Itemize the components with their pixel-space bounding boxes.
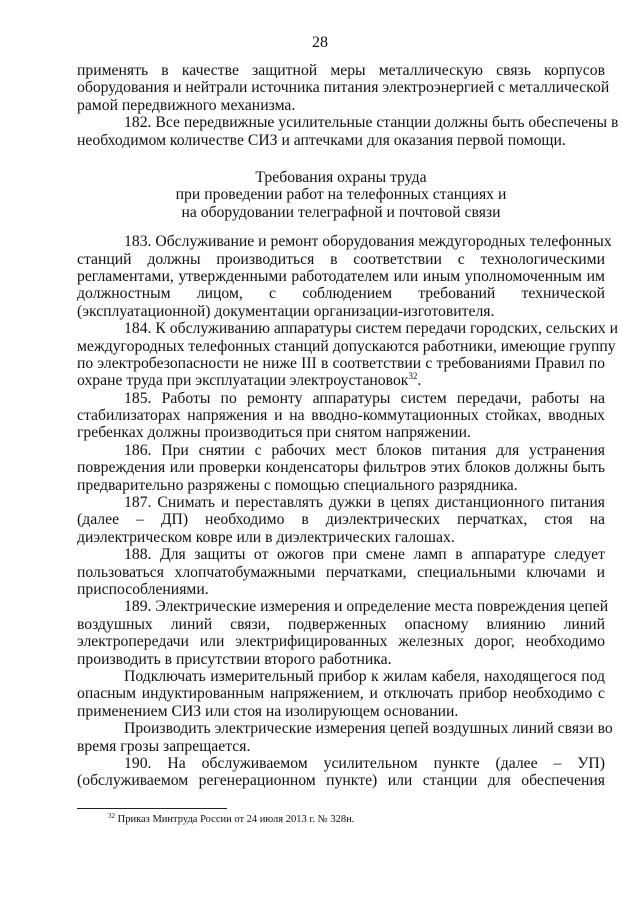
footnote-separator	[77, 808, 227, 809]
text-line: необходимом количестве СИЗ и аптечками для оказания первой помощи.	[77, 131, 566, 149]
line-text-end: .	[417, 372, 422, 390]
text-line: приспособлениями.	[77, 580, 209, 598]
text-line: время грозы запрещается.	[77, 737, 251, 755]
paragraph	[77, 668, 605, 720]
line-text: охране труда при эксплуатации электроустановок	[77, 372, 409, 390]
text-line: (эксплуатационной) документации организации-изготовителя.	[77, 302, 495, 320]
paragraph	[77, 390, 605, 442]
text-line	[77, 372, 605, 389]
footnote-reference[interactable]: 32	[408, 371, 418, 382]
text-line: 187. Снимать и переставлять дужки в цепях дистанционного питания	[124, 494, 605, 512]
text-line: 184. К обслуживанию аппаратуры систем передачи городских, сельских и	[124, 320, 619, 338]
text-line: предварительно разряжены с помощью специального разрядника.	[77, 476, 518, 494]
text-line: опасным индуктированным напряжением, и отключать прибор необходимо с	[77, 685, 605, 703]
text-line: повреждения или проверки конденсаторы фильтров этих блоков должны быть	[77, 459, 605, 477]
paragraph	[77, 320, 619, 390]
text-line: 186. При снятии с рабочих мест блоков питания для устранения	[124, 441, 605, 459]
text-line: электропередачи или электрифицированных железных дорог, необходимо	[77, 633, 605, 651]
text-line: 183. Обслуживание и ремонт оборудования междугородных телефонных	[124, 233, 612, 251]
text-line: 190. На обслуживаемом усилительном пункте (далее – УП)	[124, 754, 605, 772]
heading-line: Требования охраны труда	[255, 168, 427, 186]
paragraph	[77, 114, 619, 149]
paragraph	[77, 62, 610, 114]
text-line: оборудования и нейтрали источника питания электроэнергией с металлической	[77, 79, 610, 97]
document-body	[77, 62, 619, 790]
text-line: рамой передвижного механизма.	[77, 96, 296, 114]
page-number: 28	[312, 34, 328, 51]
text-line: 189. Электрические измерения и определение места повреждения цепей	[124, 598, 609, 616]
paragraph	[77, 546, 605, 598]
text-line: 185. Работы по ремонту аппаратуры систем передачи, работы на	[124, 389, 605, 407]
footnote-mark: 32	[108, 812, 115, 820]
paragraph	[77, 598, 609, 668]
footnote-text: Приказ Минтруда России от 24 июля 2013 г. № 328н.	[117, 814, 355, 825]
text-line: станций должны производиться в соответствии с технологическими	[77, 250, 605, 268]
text-line: пользоваться хлопчатобумажными перчатками, специальными ключами и	[77, 563, 605, 581]
text-line: (далее – ДП) необходимо в диэлектрических перчатках, стоя на	[77, 511, 605, 529]
text-line: 188. Для защиты от ожогов при смене ламп в аппаратуре следует	[124, 546, 605, 564]
text-line: применением СИЗ или стоя на изолирующем основании.	[77, 702, 459, 720]
text-line: применять в качестве защитной меры металлическую связь корпусов	[77, 62, 605, 79]
text-line: 182. Все передвижные усилительные станции должны быть обеспечены в	[124, 114, 619, 132]
paragraph	[77, 494, 605, 546]
paragraph	[77, 233, 612, 320]
text-line: гребенках должны производиться при снятом напряжении.	[77, 424, 471, 442]
heading-line: на оборудовании телеграфной и почтовой связи	[181, 203, 501, 221]
section-before-heading	[77, 62, 619, 149]
footnote	[108, 814, 354, 825]
text-line: (обслуживаемом регенерационном пункте) или станции для обеспечения	[77, 772, 605, 790]
text-line: производить в присутствии второго работника.	[77, 650, 392, 668]
paragraph	[77, 442, 605, 494]
text-line: воздушных линий связи, подверженных опасному влиянию линий	[77, 615, 605, 633]
text-line: по электробезопасности не ниже III в соответствии с требованиями Правил по	[77, 354, 605, 372]
paragraph	[77, 720, 613, 755]
text-line: диэлектрическом ковре или в диэлектрических галошах.	[77, 528, 455, 546]
text-line: Подключать измерительный прибор к жилам кабеля, находящегося под	[124, 667, 605, 685]
text-line: стабилизаторах напряжения и на вводно-коммутационных стойках, вводных	[77, 407, 605, 425]
section-heading	[77, 169, 605, 221]
text-line: должностным лицом, с соблюдением требований технической	[77, 285, 605, 303]
text-line: Производить электрические измерения цепей воздушных линий связи во	[124, 720, 613, 738]
text-line: междугородных телефонных станций допускаются работники, имеющие группу	[77, 337, 616, 355]
heading-line: при проведении работ на телефонных станциях и	[175, 186, 507, 204]
text-line: регламентами, утвержденными работодателем или иным уполномоченным им	[77, 267, 605, 285]
paragraph	[77, 755, 605, 790]
section-after-heading	[77, 233, 619, 790]
